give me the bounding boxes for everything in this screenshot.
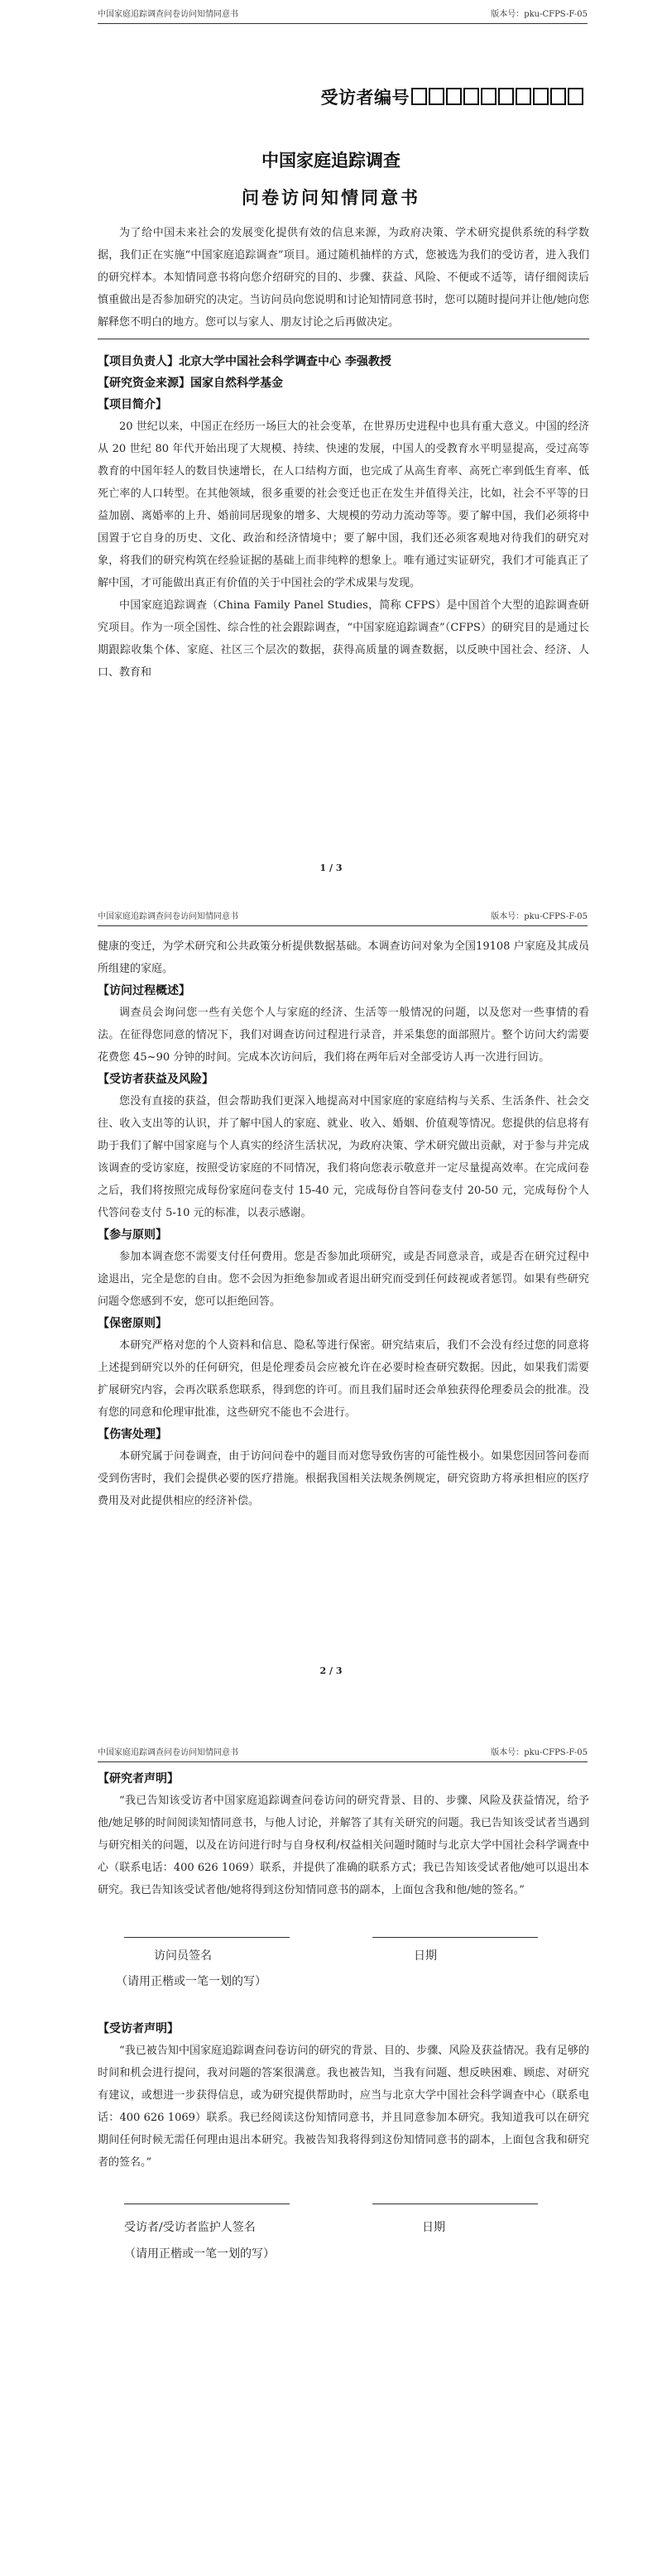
respondent-heading: 【受访者声明】 (98, 2022, 179, 2035)
respondent-id-field (321, 84, 584, 109)
header-title: 中国家庭追踪调查问卷访问知情同意书 (98, 1748, 238, 1757)
project-summary-paragraph: 中国家庭追踪调查（China Family Panel Studies，简称 CFPS）是中国首个大型的追踪调查研究项目。作为一项全国性、综合性的社会跟踪调查，“中国家庭追踪调查”（CFPS）的研究目的是通过长期跟踪收集个体、家庭、社区三个层次的数据，获得高质量的调查数据，以反映中国社会、经济、人口、教育和 (98, 599, 589, 679)
summary-continuation: 健康的变迁，为学术研究和公共政策分析提供数据基础。本调查访问对象为全国19108 户家庭及其成员所组建的家庭。 (98, 940, 589, 975)
id-box[interactable] (498, 88, 514, 105)
page-header (98, 909, 588, 926)
document-title: 中国家庭追踪调查 (261, 151, 401, 171)
print-note: （请用正楷或一笔一划的写） (116, 1975, 266, 1988)
header-title: 中国家庭追踪调查问卷访问知情同意书 (98, 912, 238, 921)
process-heading: 【访问过程概述】 (98, 984, 190, 997)
date-line[interactable] (372, 1937, 538, 1938)
researcher-section (98, 1768, 589, 1901)
benefit-paragraph: 您没有直接的获益，但会帮助我们更深入地提高对中国家庭的家庭结构与关系、生活条件、社会交往、收入支出等的认识，并了解中国人的家庭、就业、收入、婚姻、价值观等情况。您提供的信息将有助于我们了解中国家庭与个人真实的经济生活状况，为政府决策、学术研究做出贡献，对于参与并完成该调查的受访家庭，按照受访家庭的不同情况，我们将向您表示敬意并一定尽量提高效率。在完成问卷之后，我们将按照完成每份家庭问卷支付 15-40 元，完成每份自答问卷支付 20-50 元，完成每份个人代答问卷支付 5-10 元的标准，以表示感谢。 (98, 1095, 589, 1219)
project-summary-paragraph: 20 世纪以来，中国正在经历一场巨大的社会变革，在世界历史进程中也具有重大意义。中国的经济从 20 世纪 80 年代开始出现了大规模、持续、快速的发展，中国人的受教育水平明显提高，受过高等教育的中国年轻人的数目快速增长，在人口结构方面，也完成了从高生育率、高死亡率到低生育率、低死亡率的人口转型。在其他领域，很多重要的社会变迁也正在发生并值得关注，比如，社会不平等的日益加剧、离婚率的上升、婚前同居现象的增多、大规模的劳动力流动等等。要了解中国，我们必须将中国置于它自身的历史、文化、政治和经济情境中；要了解中国，我们还必须客观地对待我们的研究对象，将我们的研究构筑在经验证据的基础上而非纯粹的想象上。唯有通过实证研究，我们才可能真正了解中国，才可能做出真正有价值的关于中国社会的学术成果与发现。 (98, 421, 589, 589)
page-number: 1 / 3 (319, 863, 343, 873)
intro-paragraph: 为了给中国未来社会的发展变化提供有效的信息来源，为政府决策、学术研究提供系统的科学数据，我们正在实施“中国家庭追踪调查”项目。通过随机抽样的方式，您被选为我们的受访者，进入我们的研究样本。本知情同意书将向您介绍研究的目的、步骤、获益、风险、不便或不适等，请仔细阅读后慎重做出是否参加研究的决定。当访问员向您说明和讨论知情同意书时，您可以随时提问并让他/她向您解释您不明白的地方。您可以与家人、朋友讨论之后再做决定。 (98, 227, 589, 329)
id-box[interactable] (550, 88, 566, 105)
researcher-heading: 【研究者声明】 (98, 1772, 179, 1785)
interviewer-signature-label: 访问员签名 (154, 1949, 212, 1963)
page-number: 2 / 3 (319, 1665, 343, 1676)
confidentiality-paragraph: 本研究严格对您的个人资料和信息、隐私等进行保密。研究结束后，我们不会没有经过您的同意将上述提到研究以外的任何研究，但是伦理委员会应被允许在必要时检查研究数据。因此，如果我们需要扩展研究内容，会再次联系您联系，得到您的许可。而且我们届时还会单独获得伦理委员会的批准。没有您的同意和伦理审批准，这些研究不能也不会进行。 (98, 1339, 589, 1419)
id-box[interactable] (516, 88, 531, 105)
print-note: （请用正楷或一笔一划的写） (124, 2247, 275, 2261)
id-box[interactable] (481, 88, 496, 105)
funding-source: 【研究资金来源】国家自然科学基金 (98, 377, 283, 390)
respondent-id-label: 受访者编号 (320, 88, 410, 108)
harm-paragraph: 本研究属于问卷调查，由于访问问卷中的题目而对您导致伤害的可能性极小。如果您因回答问卷而受到伤害时，我们会提供必要的医疗措施。根据我国相关法规条例规定，研究资助方将承担相应的医疗费用及对此提供相应的经济补偿。 (98, 1450, 589, 1507)
header-version: 版本号：pku-CFPS-F-05 (491, 1748, 588, 1757)
id-box[interactable] (568, 88, 583, 105)
confidentiality-heading: 【保密原则】 (98, 1317, 167, 1330)
respondent-signature-label: 受访者/受访者监护人签名 (124, 2221, 256, 2234)
id-box[interactable] (429, 88, 444, 105)
header-version: 版本号：pku-CFPS-F-05 (491, 912, 588, 921)
project-summary-heading: 【项目简介】 (98, 398, 167, 411)
id-box[interactable] (446, 88, 462, 105)
date-label: 日期 (422, 2221, 445, 2234)
process-paragraph: 调查员会询问您一些有关您个人与家庭的经济、生活等一般情况的问题，以及您对一些事情的看法。在征得您同意的情况下，我们对调查访问过程进行录音，并采集您的面部照片。整个访问大约需要花费您 45~90 分钟的时间。完成本次访问后，我们将在两年后对全部受访人再一次进行回访。 (98, 1007, 589, 1064)
respondent-statement: “我已被告知中国家庭追踪调查问卷访问的研究的背景、目的、步骤、风险及获益情况。我有足够的时间和机会进行提问，我对问题的答案很满意。我也被告知，当我有问题、想反映困难、顾虑、对研究有建议，或想进一步获得信息，或为研究提供帮助时，应当与北京大学中国社会科学调查中心（联系电话：400 626 1069）联系。我已经阅读这份知情同意书，并且同意参加本研究。我知道我可以在研究期间任何时候无需任何理由退出本研究。我被告知我将得到这份知情同意书的副本，上面包含我和研究者的签名。” (98, 2045, 589, 2169)
project-leader: 【项目负责人】北京大学中国社会科学调查中心 李强教授 (98, 355, 391, 368)
page-2 (0, 902, 662, 1738)
interviewer-signature-line[interactable] (124, 1937, 290, 1938)
page-3 (0, 1738, 662, 2576)
page-2-body (98, 935, 589, 1512)
date-label: 日期 (414, 1949, 437, 1963)
page-1-body (98, 222, 589, 684)
respondent-section (98, 2018, 589, 2174)
harm-heading: 【伤害处理】 (98, 1428, 167, 1441)
header-title: 中国家庭追踪调查问卷访问知情同意书 (98, 10, 238, 19)
id-box[interactable] (463, 88, 479, 105)
id-box[interactable] (533, 88, 549, 105)
researcher-statement: “我已告知该受访者中国家庭追踪调查问卷访问的研究背景、目的、步骤、风险及获益情况，给予他/她足够的时间阅读知情同意书，与他人讨论，并解答了其有关研究的问题。我已告知该受试者当遇到与研究相关的问题，以及在访问进行时与自身权利/权益相关问题时随时与北京大学中国社会科学调查中心（联系电话：400 626 1069）联系，并提供了准确的联系方式；我已告知该受试者他/她可以退出本研究。我已告知该受试者他/她将得到这份知情同意书的副本，上面包含我和他/她的签名。” (98, 1795, 589, 1896)
id-box[interactable] (411, 88, 427, 105)
document-subtitle: 问卷访问知情同意书 (242, 188, 420, 208)
benefit-heading: 【受访者获益及风险】 (98, 1073, 213, 1086)
participation-heading: 【参与原则】 (98, 1228, 167, 1242)
page-header (98, 1745, 588, 1762)
page-1 (0, 0, 662, 902)
header-version: 版本号：pku-CFPS-F-05 (491, 10, 588, 19)
page-header (98, 7, 588, 24)
participation-paragraph: 参加本调查您不需要支付任何费用。您是否参加此项研究，或是否同意录音，或是否在研究过程中途退出，完全是您的自由。您不会因为拒绝参加或者退出研究而受到任何歧视或者惩罚。如果有些研究问题令您感到不安，您可以拒绝回答。 (98, 1251, 589, 1308)
